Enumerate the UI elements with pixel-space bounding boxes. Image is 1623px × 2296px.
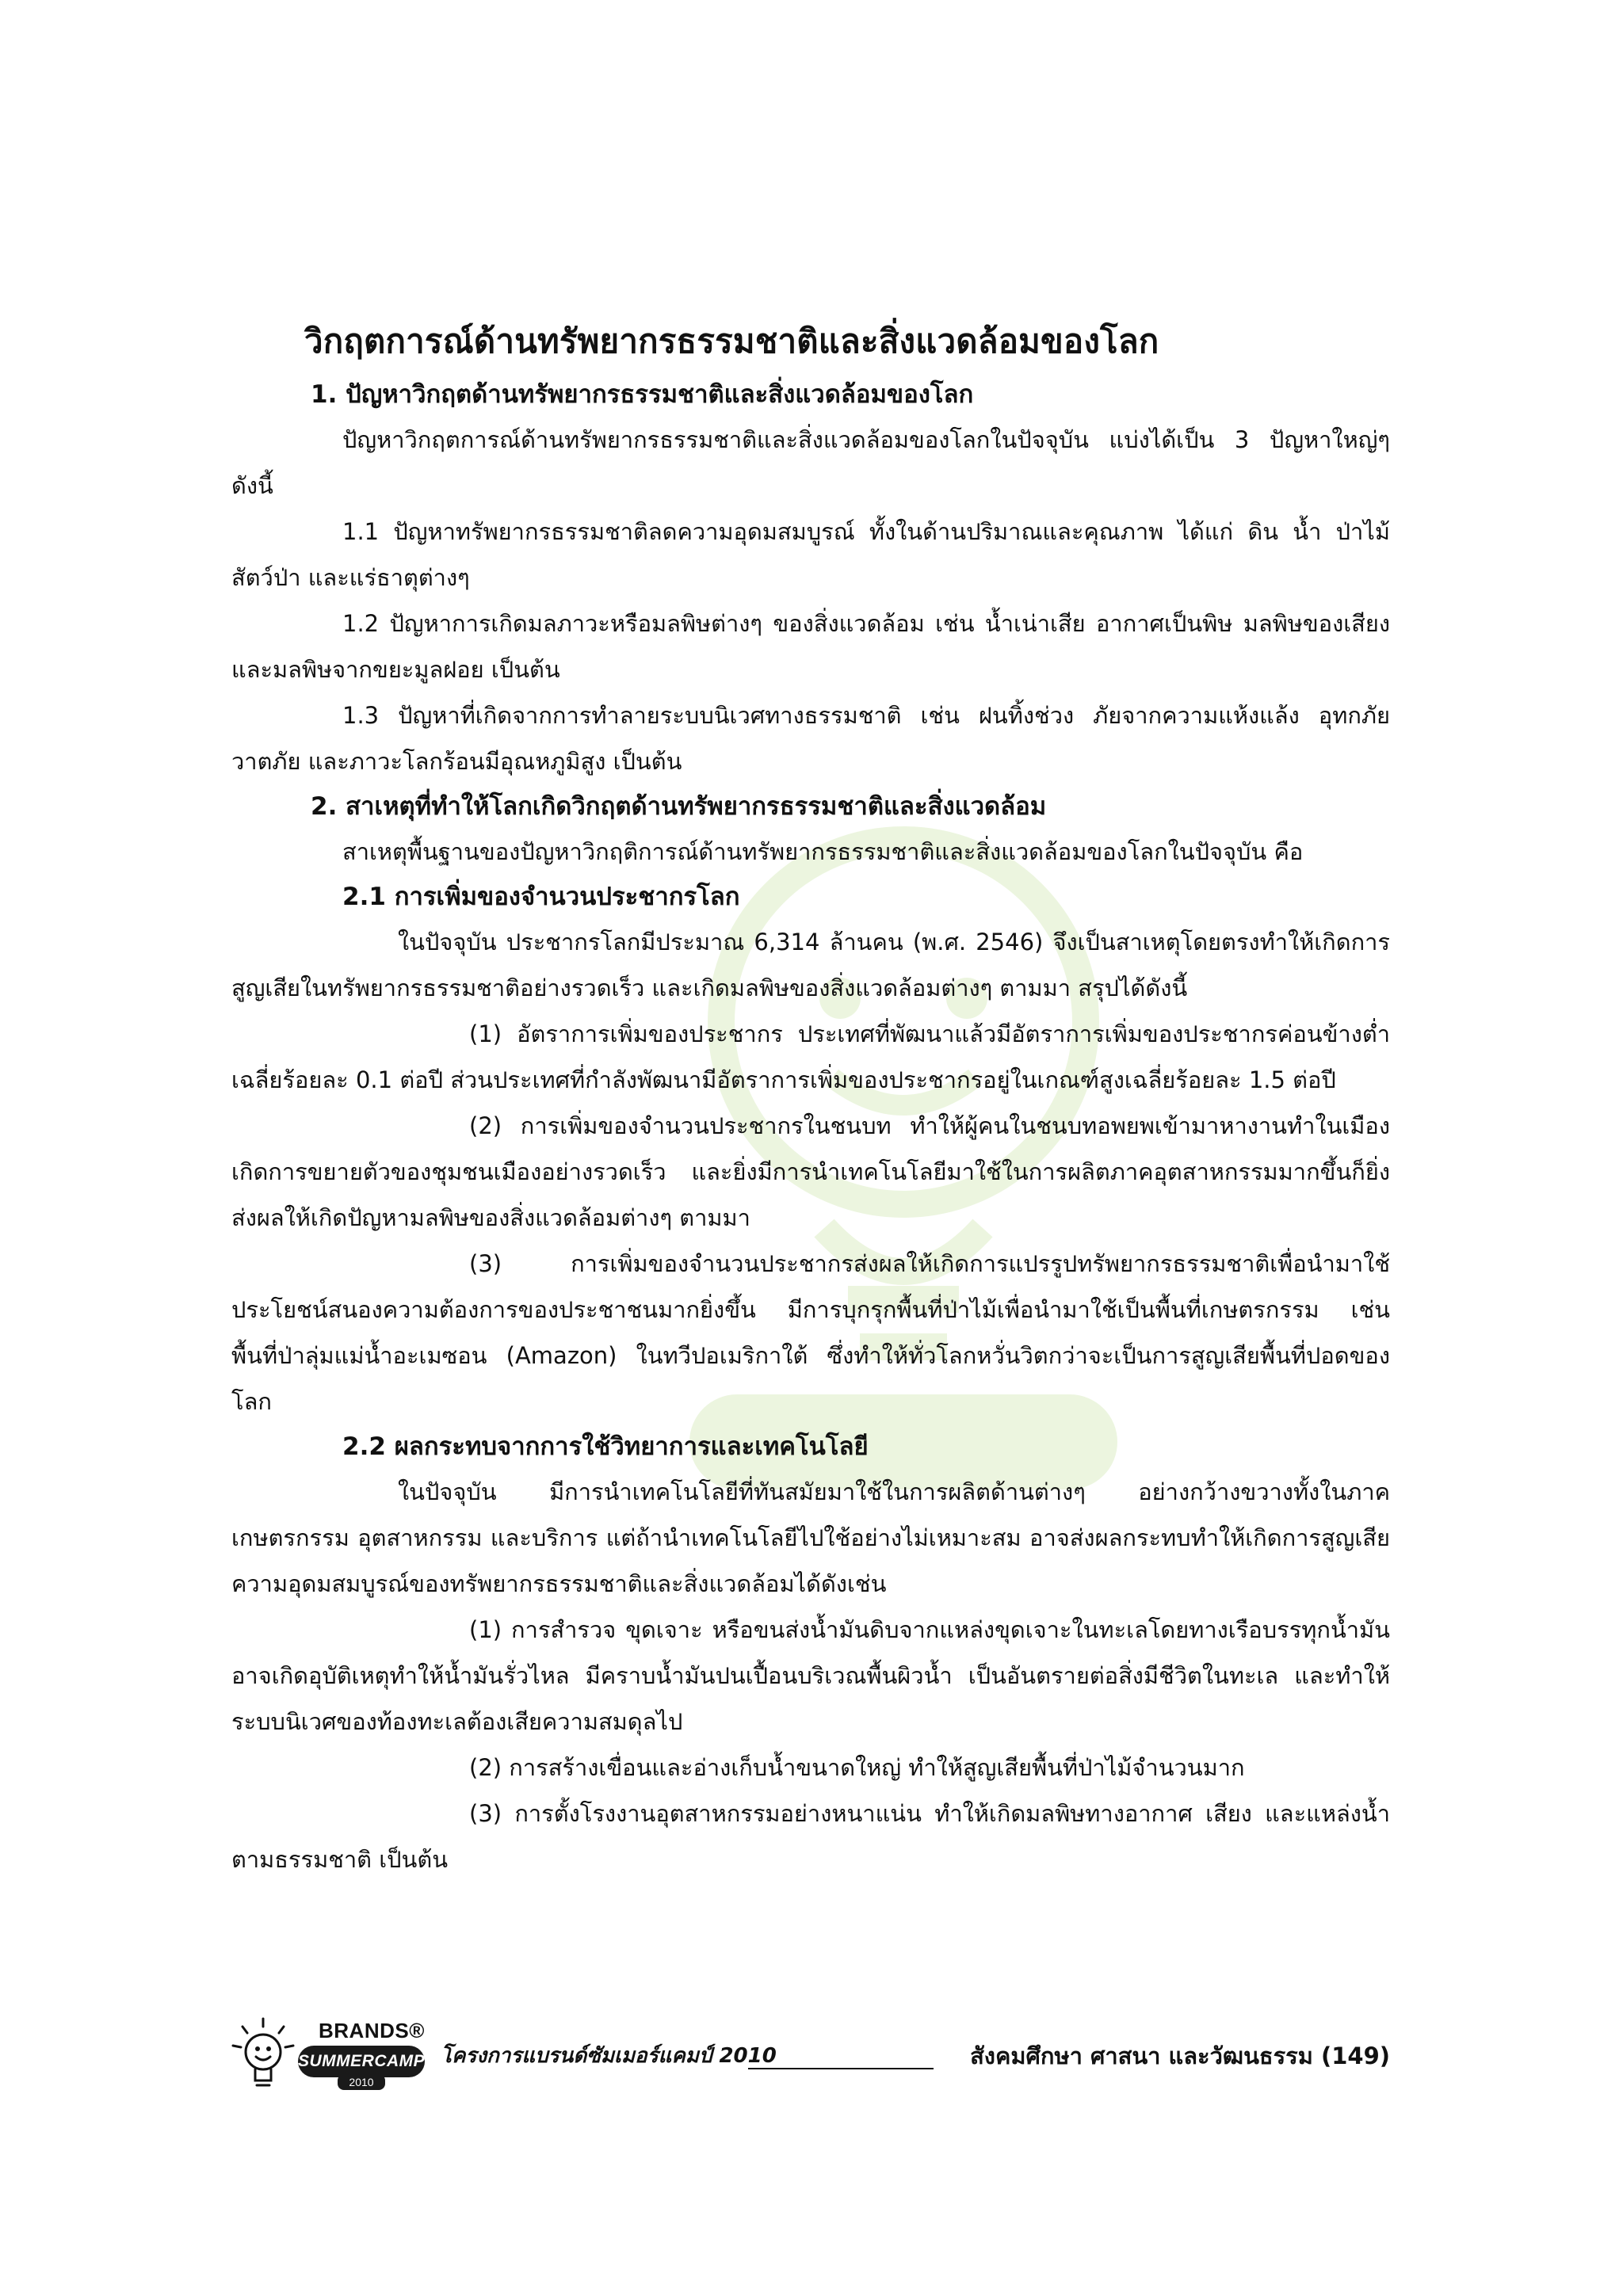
page-title: วิกฤตการณ์ด้านทรัพยากรธรรมชาติและสิ่งแวดล้อมของโลก [304,322,1159,360]
section-2-2-heading: 2.2 ผลกระทบจากการใช้วิทยาการและเทคโนโลยี [342,1432,869,1461]
section-1-heading: 1. ปัญหาวิกฤตด้านทรัพยากรธรรมชาติและสิ่งแวดล้อมของโลก [311,380,974,409]
section-1-3-paragraph: 1.3 ปัญหาที่เกิดจากการทำลายระบบนิเวศทางธรรมชาติ เช่น ฝนทิ้งช่วง ภัยจากความแห้งแล้ง อุทกภัย วาตภัย และภาวะโลกร้อนมีอุณหภูมิสูง เป็นต้น [231,702,1390,775]
section-2-2-item-3: (3) การตั้งโรงงานอุตสาหกรรมอย่างหนาแน่น ทำให้เกิดมลพิษทางอากาศ เสียง และแหล่งน้ำตามธรรมชาติ เป็นต้น [231,1800,1390,1873]
section-2-1-item-3: (3) การเพิ่มของจำนวนประชากรส่งผลให้เกิดการแปรรูปทรัพยากรธรรมชาติเพื่อนำมาใช้ประโยชน์สนองความต้องการของประชาชนมากยิ่งขึ้น มีการบุกรุกพื้นที่ป่าไม้เพื่อนำมาใช้เป็นพื้นที่เกษตรกรรม เช่น พื้นที่ป่าลุ่มแม่น้ำอะเมซอน (Amazon) ในทวีปอเมริกาใต้ ซึ่งทำให้ทั่วโลกหวั่นวิตกว่าจะเป็นการสูญเสียพื้นที่ปอดของโลก [231,1250,1390,1415]
footer-project-name: โครงการแบรนด์ซัมเมอร์แคมป์ 2010 [441,2044,777,2068]
section-2-1-heading: 2.1 การเพิ่มของจำนวนประชากรโลก [342,883,740,911]
section-2-heading: 2. สาเหตุที่ทำให้โลกเกิดวิกฤตด้านทรัพยากรธรรมชาติและสิ่งแวดล้อม [311,792,1047,821]
footer-divider-line [748,2068,934,2069]
section-2-1-intro: ในปัจจุบัน ประชากรโลกมีประมาณ 6,314 ล้านคน (พ.ศ. 2546) จึงเป็นสาเหตุโดยตรงทำให้เกิดการสูญเสียในทรัพยากรธรรมชาติอย่างรวดเร็ว และเกิดมลพิษของสิ่งแวดล้อมต่างๆ ตามมา สรุปได้ดังนี้ [231,929,1390,1001]
section-2-1-item-2: (2) การเพิ่มของจำนวนประชากรในชนบท ทำให้ผู้คนในชนบทอพยพเข้ามาหางานทำในเมือง เกิดการขยายตัวของชุมชนเมืองอย่างรวดเร็ว และยิ่งมีการนำเทคโนโลยีมาใช้ในการผลิตภาคอุตสาหกรรมมากขึ้นก็ยิ่งส่งผลให้เกิดปัญหามลพิษของสิ่งแวดล้อมต่างๆ ตามมา [231,1112,1390,1231]
logo-camp-badge: SUMMERCAMP [298,2046,425,2077]
section-1-1-paragraph: 1.1 ปัญหาทรัพยากรธรรมชาติลดความอุดมสมบูรณ์ ทั้งในด้านปริมาณและคุณภาพ ได้แก่ ดิน น้ำ ป่าไม้ สัตว์ป่า และแร่ธาตุต่างๆ [231,518,1390,591]
lightbulb-mascot-icon [231,2017,295,2093]
main-content [231,317,1390,1882]
section-2-2-item-1: (1) การสำรวจ ขุดเจาะ หรือขนส่งน้ำมันดิบจากแหล่งขุดเจาะในทะเลโดยทางเรือบรรทุกน้ำมันอาจเกิดอุบัติเหตุทำให้น้ำมันรั่วไหล มีคราบน้ำมันปนเปื้อนบริเวณพื้นผิวน้ำ เป็นอันตรายต่อสิ่งมีชีวิตในทะเล และทำให้ระบบนิเวศของท้องทะเลต้องเสียความสมดุลไป [231,1616,1390,1735]
section-2-intro: สาเหตุพื้นฐานของปัญหาวิกฤติการณ์ด้านทรัพยากรธรรมชาติและสิ่งแวดล้อมของโลกในปัจจุบัน คือ [342,838,1304,865]
page-footer [231,2011,1390,2098]
logo-brand-text: BRANDS® [319,2019,425,2042]
footer-subject-page: สังคมศึกษา ศาสนา และวัฒนธรรม (149) [970,2042,1390,2069]
logo-year-badge: 2010 [338,2074,385,2090]
section-1-intro: ปัญหาวิกฤตการณ์ด้านทรัพยากรธรรมชาติและสิ่งแวดล้อมของโลกในปัจจุบัน แบ่งได้เป็น 3 ปัญหาใหญ่ๆ ดังนี้ [231,426,1390,499]
section-2-2-intro: ในปัจจุบัน มีการนำเทคโนโลยีที่ทันสมัยมาใช้ในการผลิตด้านต่างๆ อย่างกว้างขวางทั้งในภาคเกษตรกรรม อุตสาหกรรม และบริการ แต่ถ้านำเทคโนโลยีไปใช้อย่างไม่เหมาะสม อาจส่งผลกระทบทำให้เกิดการสูญเสียความอุดมสมบูรณ์ของทรัพยากรธรรมชาติและสิ่งแวดล้อมได้ดังเช่น [231,1478,1390,1597]
section-2-2-item-2: (2) การสร้างเขื่อนและอ่างเก็บน้ำขนาดใหญ่ ทำให้สูญเสียพื้นที่ป่าไม้จำนวนมาก [469,1754,1245,1781]
section-1-2-paragraph: 1.2 ปัญหาการเกิดมลภาวะหรือมลพิษต่างๆ ของสิ่งแวดล้อม เช่น น้ำเน่าเสีย อากาศเป็นพิษ มลพิษของเสียง และมลพิษจากขยะมูลฝอย เป็นต้น [231,610,1390,683]
section-2-1-item-1: (1) อัตราการเพิ่มของประชากร ประเทศที่พัฒนาแล้วมีอัตราการเพิ่มของประชากรค่อนข้างต่ำ เฉลี่ยร้อยละ 0.1 ต่อปี ส่วนประเทศที่กำลังพัฒนามีอัตราการเพิ่มของประชากรอยู่ในเกณฑ์สูงเฉลี่ยร้อยละ 1.5 ต่อปี [231,1020,1390,1093]
brands-summercamp-logo [231,2011,433,2098]
